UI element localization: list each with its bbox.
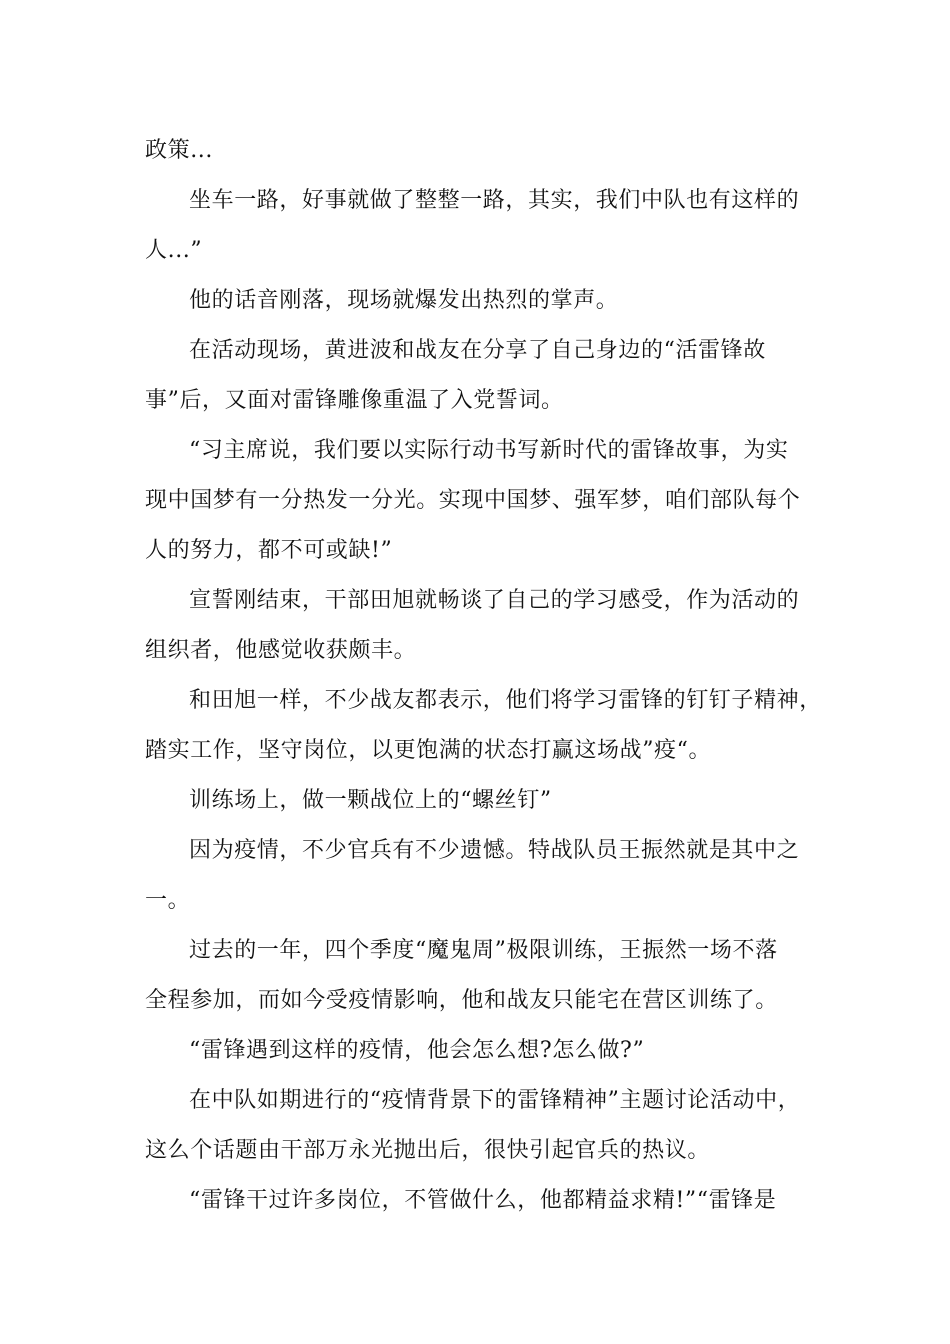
text-line: “习主席说，我们要以实际行动书写新时代的雷锋故事，为实 — [189, 438, 789, 463]
text-line: 在中队如期进行的“疫情背景下的雷锋精神”主题讨论活动中， — [189, 1088, 801, 1113]
text-line: “雷锋遇到这样的疫情，他会怎么想?怎么做?” — [189, 1038, 645, 1063]
section-heading: 训练场上，做一颗战位上的“螺丝钉” — [189, 788, 552, 813]
text-line: 政策... — [145, 138, 213, 163]
text-line: 和田旭一样，不少战友都表示，他们将学习雷锋的钉钉子精神， — [189, 688, 822, 713]
text-line: 组织者，他感觉收获颇丰。 — [145, 638, 417, 663]
text-line: 这么个话题由干部万永光抛出后，很快引起官兵的热议。 — [145, 1138, 711, 1163]
text-line: 坐车一路，好事就做了整整一路，其实，我们中队也有这样的 — [189, 188, 800, 213]
text-line: 宣誓刚结束，干部田旭就畅谈了自己的学习感受，作为活动的 — [189, 588, 800, 613]
text-line: 现中国梦有一分热发一分光。实现中国梦、强军梦，咱们部队每个 — [145, 488, 801, 513]
text-line: 他的话音刚落，现场就爆发出热烈的掌声。 — [189, 288, 619, 313]
text-line: 过去的一年，四个季度“魔鬼周”极限训练，王振然一场不落 — [189, 938, 778, 963]
text-line: 人的努力，都不可或缺!” — [145, 538, 393, 563]
text-line: 事”后，又面对雷锋雕像重温了入党誓词。 — [145, 388, 564, 413]
text-line: 一。 — [145, 888, 191, 913]
text-line: 因为疫情，不少官兵有不少遗憾。特战队员王振然就是其中之 — [189, 838, 800, 863]
text-line: 人...” — [145, 238, 203, 263]
text-line: 踏实工作，坚守岗位，以更饱满的状态打赢这场战”疫“。 — [145, 738, 712, 763]
text-line: 全程参加，而如今受疫情影响，他和战友只能宅在营区训练了。 — [145, 988, 778, 1013]
text-line: 在活动现场，黄进波和战友在分享了自己身边的“活雷锋故 — [189, 338, 766, 363]
text-line: “雷锋干过许多岗位，不管做什么，他都精益求精!”“雷锋是 — [189, 1188, 777, 1213]
